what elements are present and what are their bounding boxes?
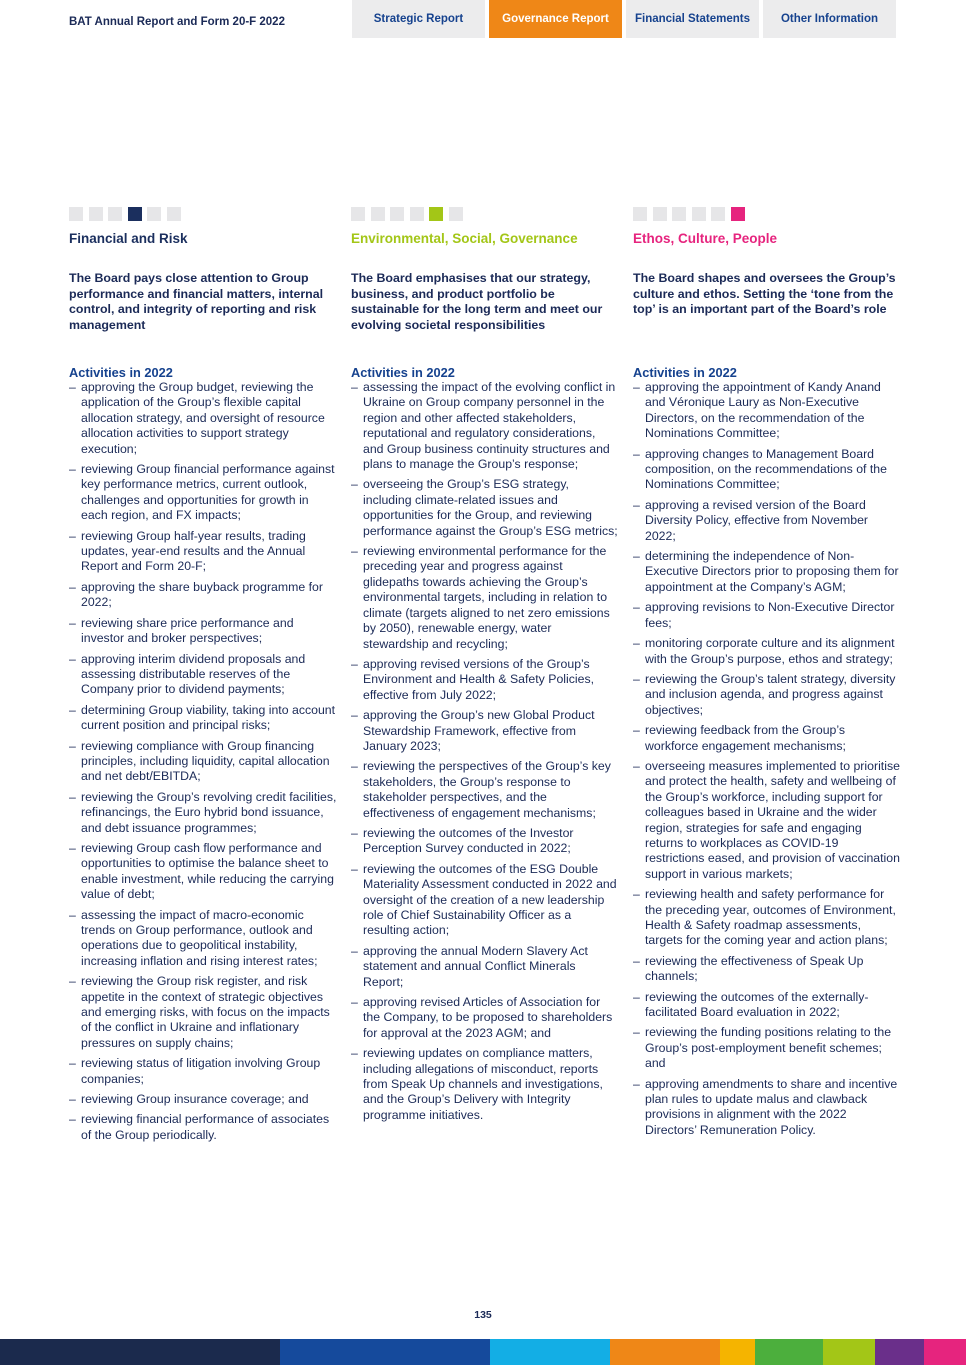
list-item: – reviewing health and safety performance for the preceding year, outcomes of Environment, Health & Safety roadmap assessments, targets for the coming year and action plans;: [633, 887, 901, 949]
list-item: – reviewing the funding positions relating to the Group’s post-employment benefit schemes; and: [633, 1025, 901, 1071]
indicator-square: [89, 207, 103, 221]
list-item: – approving the Group budget, reviewing the application of the Group’s flexible capital allocation strategy, and oversight of resource allocation activities to support strategy execution;: [69, 380, 337, 457]
indicator-square: [108, 207, 122, 221]
list-item: – reviewing the Group’s talent strategy, diversity and inclusion agenda, and progress against objectives;: [633, 672, 901, 718]
indicator-square: [711, 207, 725, 221]
tab-governance-report[interactable]: Governance Report: [489, 0, 622, 38]
list-item: – overseeing measures implemented to prioritise and protect the health, safety and wellbeing of the Group’s workforce, including support for colleagues based in Ukraine and the wider region, strategies for safe and engaging returns to workplaces as COVID-19 restrictions eased, and provision of vaccination support in various markets;: [633, 759, 901, 882]
footer-segment: [720, 1339, 755, 1365]
indicator-square: [69, 207, 83, 221]
footer-segment: [755, 1339, 823, 1365]
indicator-square: [147, 207, 161, 221]
tab-strategic-report[interactable]: Strategic Report: [352, 0, 485, 38]
column-intro: The Board emphasises that our strategy, business, and product portfolio be sustainable for the long term and meet our evolving societal responsibilities: [351, 271, 603, 332]
footer-segment: [280, 1339, 490, 1365]
esg-column: [351, 207, 619, 1128]
footer-color-bar: [0, 1339, 966, 1365]
list-item: – approving the annual Modern Slavery Act statement and annual Conflict Minerals Report;: [351, 944, 619, 990]
indicator-square: [390, 207, 404, 221]
list-item: – determining Group viability, taking into account current position and principal risks;: [69, 703, 337, 734]
list-item: – approving changes to Management Board composition, on the recommendations of the Nominations Committee;: [633, 447, 901, 493]
indicator-square-active: [128, 207, 142, 221]
footer-segment: [490, 1339, 610, 1365]
column-intro: The Board pays close attention to Group performance and financial matters, internal control, and integrity of reporting and risk management: [69, 271, 324, 332]
ethos-culture-people-column: [633, 207, 901, 1143]
list-item: – approving revised Articles of Association for the Company, to be proposed to shareholders for approval at the 2023 AGM; and: [351, 995, 619, 1041]
column-heading: Ethos, Culture, People: [633, 231, 778, 246]
list-item: – approving revised versions of the Group’s Environment and Health & Safety Policies, effective from July 2022;: [351, 657, 619, 703]
indicator-square: [167, 207, 181, 221]
list-item: – reviewing environmental performance for the preceding year and progress against glidepaths towards achieving the Group’s environmental targets, including in relation to climate (targets aligned to net zero emissions by 2050), renewable energy, water stewardship and recycling;: [351, 544, 619, 652]
activities-heading: Activities in 2022: [351, 365, 455, 380]
list-item: – reviewing share price performance and investor and broker perspectives;: [69, 616, 337, 647]
list-item: – assessing the impact of macro-economic trends on Group performance, outlook and operations due to geopolitical instability, increasing inflation and rising interest rates;: [69, 908, 337, 970]
section-indicator: [633, 207, 901, 221]
indicator-square: [633, 207, 647, 221]
indicator-square: [410, 207, 424, 221]
page-number: 135: [474, 1309, 492, 1321]
indicator-square: [449, 207, 463, 221]
list-item: – reviewing Group insurance coverage; and: [69, 1092, 337, 1107]
tab-other-information[interactable]: Other Information: [763, 0, 896, 38]
indicator-square: [371, 207, 385, 221]
list-item: – reviewing the outcomes of the Investor Perception Survey conducted in 2022;: [351, 826, 619, 857]
activities-list: [351, 380, 619, 1123]
section-tabs: [352, 0, 896, 38]
list-item: – reviewing the Group’s revolving credit facilities, refinancings, the Euro hybrid bond issuance, and debt issuance programmes;: [69, 790, 337, 836]
footer-segment: [610, 1339, 720, 1365]
list-item: – approving the appointment of Kandy Anand and Véronique Laury as Non-Executive Directors, on the recommendation of the Nominations Committee;: [633, 380, 901, 442]
list-item: – approving revisions to Non-Executive Director fees;: [633, 600, 901, 631]
list-item: – approving a revised version of the Board Diversity Policy, effective from November 2022;: [633, 498, 901, 544]
column-intro: The Board shapes and oversees the Group’s culture and ethos. Setting the ‘tone from the top’ is an important part of the Board’s role: [633, 271, 896, 316]
list-item: – reviewing status of litigation involving Group companies;: [69, 1056, 337, 1087]
list-item: – reviewing compliance with Group financing principles, including liquidity, capital allocation and net debt/EBITDA;: [69, 739, 337, 785]
footer-segment: [924, 1339, 966, 1365]
activities-heading: Activities in 2022: [633, 365, 737, 380]
list-item: – approving amendments to share and incentive plan rules to update malus and clawback provisions in alignment with the 2022 Directors’ Remuneration Policy.: [633, 1077, 901, 1139]
list-item: – reviewing updates on compliance matters, including allegations of misconduct, reports from Speak Up channels and investigations, and the Group’s Delivery with Integrity programme initiatives.: [351, 1046, 619, 1123]
activities-list: [633, 380, 901, 1138]
indicator-square: [672, 207, 686, 221]
activities-heading: Activities in 2022: [69, 365, 173, 380]
list-item: – reviewing Group cash flow performance and opportunities to optimise the balance sheet to enable investment, while reducing the carrying value of debt;: [69, 841, 337, 903]
column-heading: Financial and Risk: [69, 231, 188, 246]
list-item: – reviewing feedback from the Group’s workforce engagement mechanisms;: [633, 723, 901, 754]
activities-list: [69, 380, 337, 1143]
section-indicator: [351, 207, 619, 221]
list-item: – monitoring corporate culture and its alignment with the Group’s purpose, ethos and strategy;: [633, 636, 901, 667]
list-item: – reviewing the outcomes of the externally-facilitated Board evaluation in 2022;: [633, 990, 901, 1021]
indicator-square: [653, 207, 667, 221]
list-item: – overseeing the Group’s ESG strategy, including climate-related issues and opportunities for the Group, and reviewing performance against the Group’s ESG metrics;: [351, 477, 619, 539]
list-item: – approving the Group’s new Global Product Stewardship Framework, effective from January 2023;: [351, 708, 619, 754]
financial-risk-column: [69, 207, 337, 1148]
list-item: – reviewing the perspectives of the Group’s key stakeholders, the Group’s response to stakeholder perspectives, and the effectiveness of engagement mechanisms;: [351, 759, 619, 821]
tab-financial-statements[interactable]: Financial Statements: [626, 0, 759, 38]
indicator-square-active: [429, 207, 443, 221]
list-item: – reviewing Group financial performance against key performance metrics, current outlook, challenges and opportunities for growth in each region, and FX impacts;: [69, 462, 337, 524]
section-indicator: [69, 207, 337, 221]
list-item: – determining the independence of Non-Executive Directors prior to proposing them for appointment at the Company’s AGM;: [633, 549, 901, 595]
list-item: – reviewing the Group risk register, and risk appetite in the context of strategic objectives and emerging risks, with focus on the impacts of the conflict in Ukraine and inflationary pressures on supply chains;: [69, 974, 337, 1051]
list-item: – approving the share buyback programme for 2022;: [69, 580, 337, 611]
list-item: – assessing the impact of the evolving conflict in Ukraine on Group company personnel in the region and other affected stakeholders, reputational and regulatory considerations, and Group business continuity structures and plans to manage the Group’s response;: [351, 380, 619, 472]
footer-segment: [875, 1339, 924, 1365]
footer-segment: [823, 1339, 875, 1365]
list-item: – approving interim dividend proposals and assessing distributable reserves of the Company prior to dividend payments;: [69, 652, 337, 698]
report-title: BAT Annual Report and Form 20-F 2022: [69, 16, 285, 28]
column-heading: Environmental, Social, Governance: [351, 231, 578, 246]
indicator-square: [351, 207, 365, 221]
indicator-square-active: [731, 207, 745, 221]
list-item: – reviewing the outcomes of the ESG Double Materiality Assessment conducted in 2022 and oversight of the creation of a new leadership role of Chief Sustainability Officer as a resulting action;: [351, 862, 619, 939]
footer-segment: [0, 1339, 280, 1365]
list-item: – reviewing Group half-year results, trading updates, year-end results and the Annual Report and Form 20-F;: [69, 529, 337, 575]
list-item: – reviewing financial performance of associates of the Group periodically.: [69, 1112, 337, 1143]
indicator-square: [692, 207, 706, 221]
list-item: – reviewing the effectiveness of Speak Up channels;: [633, 954, 901, 985]
